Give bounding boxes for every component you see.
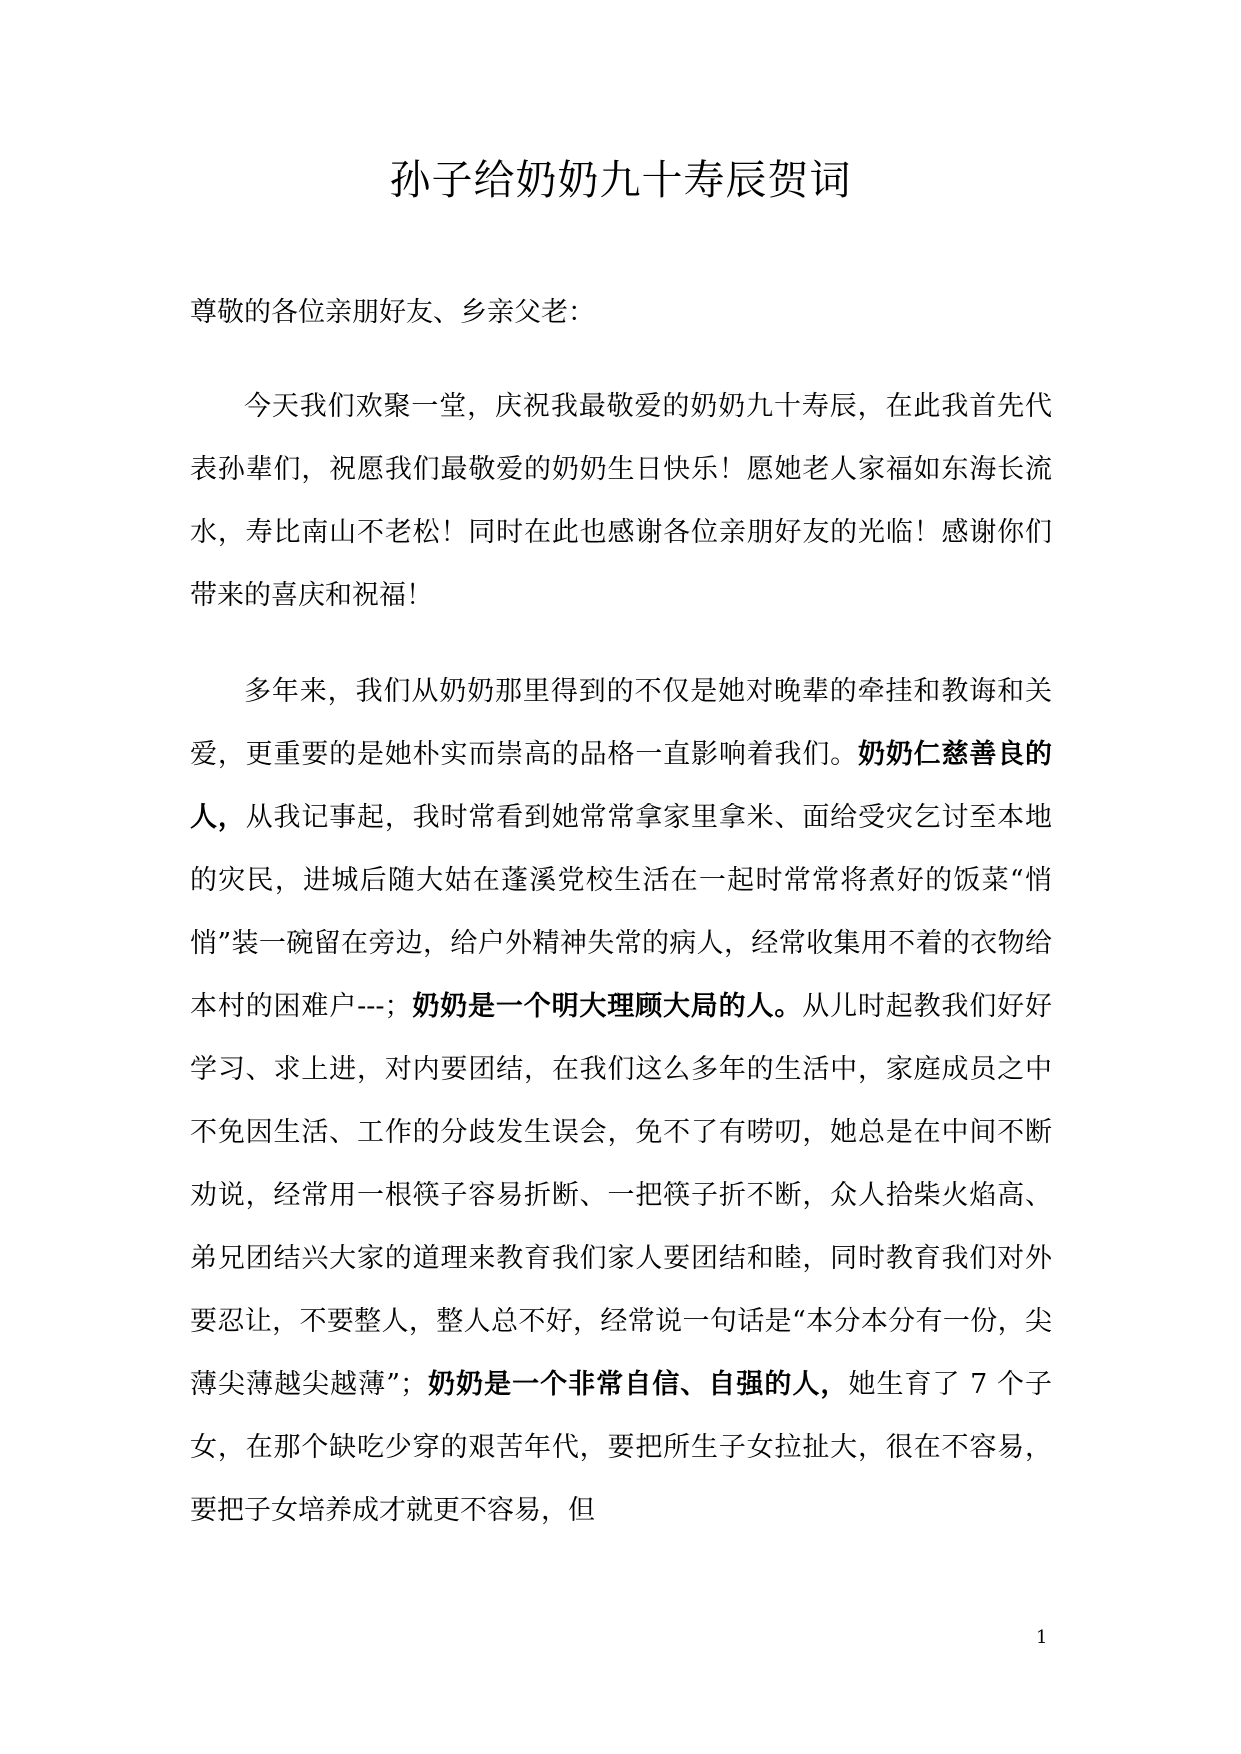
paragraph-2-bold-confidence: 奶奶是一个非常自信、自强的人， bbox=[427, 1369, 849, 1400]
paragraph-2-text-3: 从儿时起教我们好好学习、求上进，对内要团结，在我们这么多年的生活中，家庭成员之中不免因生活、工作的分歧发生误会，免不了有唠叨，她总是在中间不断劝说，经常用一根筷子容易折断、一把筷子折不断，众人拾柴火焰高、弟兄团结兴大家的道理来教育我们家人要团结和睦，同时教育我们对外要忍让，不要整人，整人总不好，经常说一句话是“本分本分有一份，尖薄尖薄越尖越薄”； bbox=[190, 991, 1053, 1400]
paragraph-2-bold-reason: 奶奶是一个明大理顾大局的人。 bbox=[411, 991, 803, 1022]
paragraph-1: 今天我们欢聚一堂，庆祝我最敬爱的奶奶九十寿辰，在此我首先代表孙辈们，祝愿我们最敬爱的奶奶生日快乐！愿她老人家福如东海长流水，寿比南山不老松！同时在此也感谢各位亲朋好友的光临！感谢你们带来的喜庆和祝福！ bbox=[190, 391, 1052, 611]
paragraph-2-bold-kindness: 奶奶仁慈善良的人， bbox=[190, 739, 1052, 833]
document-title: 孙子给奶奶九十寿辰贺词 bbox=[389, 156, 852, 204]
greeting-line: 尊敬的各位亲朋好友、乡亲父老： bbox=[190, 297, 595, 328]
paragraph-2-text-2: 从我记事起，我时常看到她常常拿家里拿米、面给受灾乞讨至本地的灾民，进城后随大姑在蓬溪党校生活在一起时常常将煮好的饭菜“悄悄”装一碗留在旁边，给户外精神失常的病人，经常收集用不着的衣物给本村的困难户---； bbox=[190, 802, 1053, 1022]
page-number: 1 bbox=[1036, 1627, 1048, 1648]
paragraph-2-text-4: 她生育了 7 个子女，在那个缺吃少穿的艰苦年代，要把所生子女拉扯大，很在不容易，要把子女培养成才就更不容易，但 bbox=[190, 1369, 1052, 1526]
paragraph-2-text-1: 多年来，我们从奶奶那里得到的不仅是她对晚辈的牵挂和教诲和关爱，更重要的是她朴实而崇高的品格一直影响着我们。 bbox=[190, 676, 1052, 770]
paragraph-2 bbox=[190, 660, 1052, 1542]
